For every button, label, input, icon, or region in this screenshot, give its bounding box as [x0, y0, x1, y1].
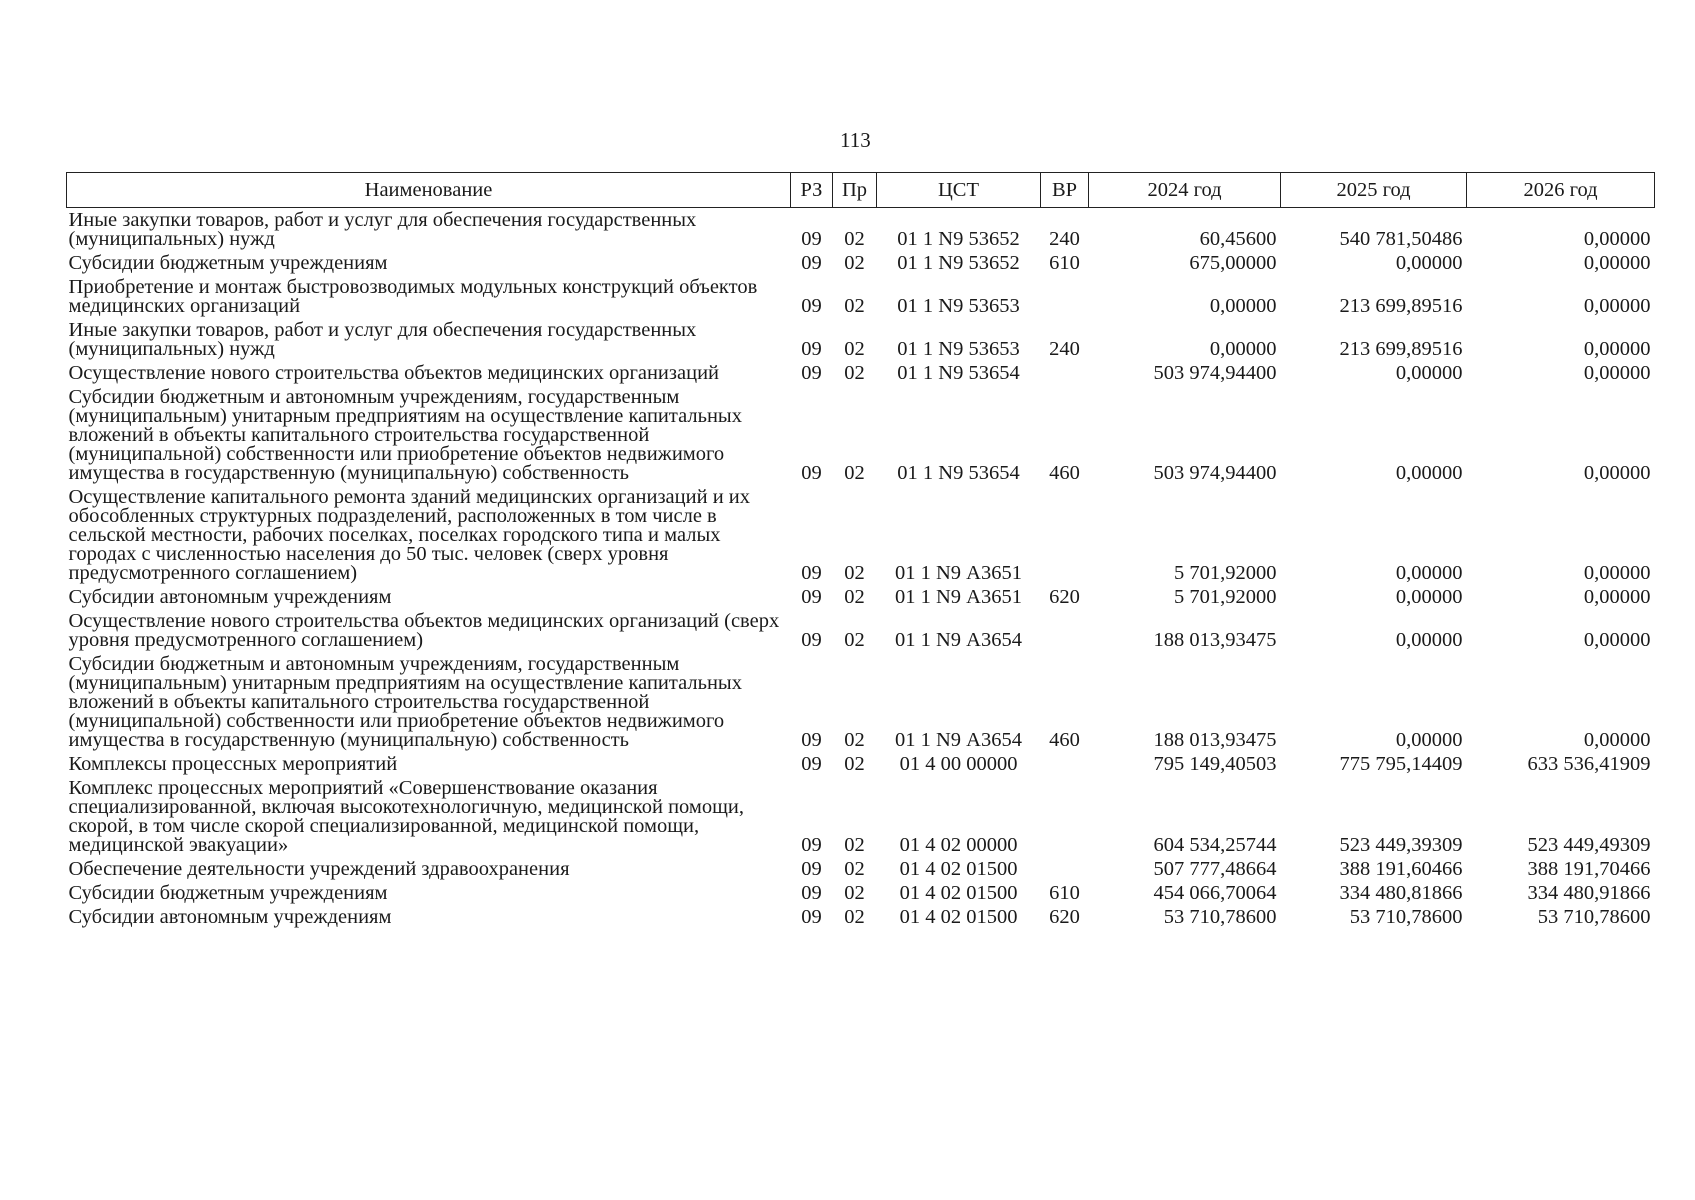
table-row	[67, 485, 1655, 585]
cell-2024: 507 777,48664	[1153, 858, 1277, 880]
cell-rz: 09	[801, 462, 822, 484]
cell-pr: 02	[844, 753, 865, 775]
cell-2025: 0,00000	[1395, 729, 1463, 751]
cell-2024: 0,00000	[1209, 295, 1277, 317]
table-row	[67, 251, 1655, 275]
cell-2025: 334 480,81866	[1339, 882, 1463, 904]
cell-vr	[1041, 857, 1089, 881]
cell-pr: 02	[844, 295, 865, 317]
cell-cst: 01 1 N9 А3651	[895, 586, 1022, 608]
cell-2026: 388 191,70466	[1527, 858, 1651, 880]
cell-pr: 02	[844, 629, 865, 651]
cell-vr	[1041, 752, 1089, 776]
cell-2024: 795 149,40503	[1153, 753, 1277, 775]
cell-vr: 620	[1049, 586, 1080, 608]
cell-2024: 5 701,92000	[1174, 586, 1277, 608]
cell-name: Иные закупки товаров, работ и услуг для обеспечения государственных (муниципальных) нужд	[68, 319, 697, 360]
cell-2024: 53 710,78600	[1163, 906, 1277, 928]
cell-name: Осуществление капитального ремонта зданий медицинских организаций и их обособленных структурных подразделений, расположенных в том числе в сельской местности, рабочих поселках, поселках городского типа и малых городах с численностью населения до 50 тыс. человек (сверх уровня предусмотренного соглашением)	[68, 486, 751, 584]
cell-2024: 188 013,93475	[1153, 729, 1277, 751]
cell-2025: 213 699,89516	[1339, 295, 1463, 317]
cell-name: Приобретение и монтаж быстровозводимых модульных конструкций объектов медицинских организаций	[68, 276, 758, 317]
cell-vr: 460	[1049, 729, 1080, 751]
cell-pr: 02	[844, 562, 865, 584]
cell-2025: 775 795,14409	[1339, 753, 1463, 775]
cell-2025: 0,00000	[1395, 562, 1463, 584]
cell-cst: 01 1 N9 53654	[897, 462, 1020, 484]
cell-vr	[1041, 361, 1089, 385]
cell-rz: 09	[801, 834, 822, 856]
cell-vr	[1041, 275, 1089, 318]
table-row	[67, 318, 1655, 361]
cell-2024: 60,45600	[1199, 228, 1277, 250]
cell-2024: 0,00000	[1209, 338, 1277, 360]
table-row	[67, 857, 1655, 881]
cell-name: Осуществление нового строительства объектов медицинских организаций (сверх уровня предусмотренного соглашением)	[68, 610, 780, 651]
cell-name: Комплексы процессных мероприятий	[68, 753, 398, 775]
cell-name: Субсидии бюджетным учреждениям	[68, 252, 388, 274]
cell-name: Осуществление нового строительства объектов медицинских организаций	[68, 362, 720, 384]
cell-pr: 02	[844, 586, 865, 608]
cell-2026: 0,00000	[1583, 462, 1651, 484]
cell-pr: 02	[844, 882, 865, 904]
cell-cst: 01 1 N9 А3654	[895, 729, 1022, 751]
table-row	[67, 361, 1655, 385]
cell-pr: 02	[844, 834, 865, 856]
cell-pr: 02	[844, 362, 865, 384]
cell-2024: 604 534,25744	[1153, 834, 1277, 856]
cell-rz: 09	[801, 228, 822, 250]
cell-2024: 675,00000	[1189, 252, 1277, 274]
table-row	[67, 275, 1655, 318]
table-row	[67, 881, 1655, 905]
cell-rz: 09	[801, 753, 822, 775]
cell-vr: 610	[1049, 252, 1080, 274]
cell-cst: 01 1 N9 53654	[897, 362, 1020, 384]
header-2026: 2026 год	[1467, 173, 1655, 208]
cell-cst: 01 1 N9 А3651	[895, 562, 1022, 584]
header-rz: РЗ	[791, 173, 833, 208]
cell-vr	[1041, 776, 1089, 857]
budget-table	[66, 172, 1655, 929]
table-row	[67, 905, 1655, 929]
cell-2026: 0,00000	[1583, 252, 1651, 274]
cell-name: Иные закупки товаров, работ и услуг для обеспечения государственных (муниципальных) нужд	[68, 209, 697, 250]
header-vr: ВР	[1041, 173, 1089, 208]
cell-pr: 02	[844, 338, 865, 360]
cell-cst: 01 4 02 00000	[899, 834, 1018, 856]
cell-2026: 523 449,49309	[1527, 834, 1651, 856]
cell-rz: 09	[801, 295, 822, 317]
cell-pr: 02	[844, 906, 865, 928]
cell-2026: 0,00000	[1583, 629, 1651, 651]
cell-name: Обеспечение деятельности учреждений здравоохранения	[68, 858, 570, 880]
cell-2024: 188 013,93475	[1153, 629, 1277, 651]
cell-name: Субсидии автономным учреждениям	[68, 586, 392, 608]
cell-vr: 610	[1049, 882, 1080, 904]
cell-vr: 240	[1049, 338, 1080, 360]
header-name: Наименование	[67, 173, 791, 208]
cell-pr: 02	[844, 858, 865, 880]
cell-rz: 09	[801, 882, 822, 904]
cell-2026: 0,00000	[1583, 228, 1651, 250]
table-row	[67, 585, 1655, 609]
cell-2026: 0,00000	[1583, 562, 1651, 584]
cell-name: Субсидии бюджетным учреждениям	[68, 882, 388, 904]
table-row	[67, 385, 1655, 485]
table-row	[67, 208, 1655, 252]
header-2025: 2025 год	[1281, 173, 1467, 208]
cell-cst: 01 1 N9 А3654	[895, 629, 1022, 651]
cell-vr	[1041, 485, 1089, 585]
table-header-row	[67, 173, 1655, 208]
cell-2025: 0,00000	[1395, 252, 1463, 274]
cell-cst: 01 1 N9 53652	[897, 252, 1020, 274]
cell-2025: 540 781,50486	[1339, 228, 1463, 250]
cell-2025: 523 449,39309	[1339, 834, 1463, 856]
cell-rz: 09	[801, 629, 822, 651]
cell-rz: 09	[801, 562, 822, 584]
table-row	[67, 609, 1655, 652]
cell-cst: 01 1 N9 53652	[897, 228, 1020, 250]
cell-2026: 0,00000	[1583, 729, 1651, 751]
cell-2026: 334 480,91866	[1527, 882, 1651, 904]
cell-cst: 01 4 00 00000	[899, 753, 1018, 775]
cell-2024: 503 974,94400	[1153, 362, 1277, 384]
cell-pr: 02	[844, 729, 865, 751]
cell-cst: 01 4 02 01500	[899, 906, 1018, 928]
cell-2024: 454 066,70064	[1153, 882, 1277, 904]
cell-2026: 0,00000	[1583, 338, 1651, 360]
cell-cst: 01 4 02 01500	[899, 882, 1018, 904]
cell-2024: 503 974,94400	[1153, 462, 1277, 484]
cell-pr: 02	[844, 462, 865, 484]
cell-name: Субсидии автономным учреждениям	[68, 906, 392, 928]
page-number: 113	[840, 128, 871, 152]
cell-rz: 09	[801, 338, 822, 360]
cell-2026: 0,00000	[1583, 586, 1651, 608]
cell-rz: 09	[801, 252, 822, 274]
cell-rz: 09	[801, 362, 822, 384]
table-row	[67, 776, 1655, 857]
cell-vr	[1041, 609, 1089, 652]
cell-name: Субсидии бюджетным и автономным учреждениям, государственным (муниципальным) унитарным предприятиям на осуществление капитальных вложений в объекты капитального строительства государственной (муниципальной) собственности или приобретение объектов недвижимого имущества в государственную (муниципальную) собственность	[68, 653, 742, 751]
cell-pr: 02	[844, 252, 865, 274]
cell-2026: 53 710,78600	[1537, 906, 1651, 928]
cell-2025: 53 710,78600	[1349, 906, 1463, 928]
cell-2025: 213 699,89516	[1339, 338, 1463, 360]
cell-rz: 09	[801, 906, 822, 928]
cell-2026: 0,00000	[1583, 295, 1651, 317]
cell-rz: 09	[801, 729, 822, 751]
cell-cst: 01 4 02 01500	[899, 858, 1018, 880]
cell-2025: 0,00000	[1395, 462, 1463, 484]
cell-pr: 02	[844, 228, 865, 250]
cell-name: Субсидии бюджетным и автономным учреждениям, государственным (муниципальным) унитарным предприятиям на осуществление капитальных вложений в объекты капитального строительства государственной (муниципальной) собственности или приобретение объектов недвижимого имущества в государственную (муниципальную) собственность	[68, 386, 742, 484]
cell-2024: 5 701,92000	[1174, 562, 1277, 584]
cell-rz: 09	[801, 858, 822, 880]
header-pr: Пр	[833, 173, 877, 208]
cell-2025: 0,00000	[1395, 586, 1463, 608]
table-row	[67, 752, 1655, 776]
cell-cst: 01 1 N9 53653	[897, 295, 1020, 317]
table-body	[67, 208, 1655, 930]
cell-2026: 0,00000	[1583, 362, 1651, 384]
cell-vr: 240	[1049, 228, 1080, 250]
header-2024: 2024 год	[1089, 173, 1281, 208]
cell-2025: 0,00000	[1395, 362, 1463, 384]
cell-2025: 0,00000	[1395, 629, 1463, 651]
table-row	[67, 652, 1655, 752]
cell-rz: 09	[801, 586, 822, 608]
cell-vr: 620	[1049, 906, 1080, 928]
cell-name: Комплекс процессных мероприятий «Совершенствование оказания специализированной, включая высокотехнологичную, медицинской помощи, скорой, в том числе скорой специализированной, медицинской помощи, медицинской эвакуации»	[68, 777, 744, 856]
cell-cst: 01 1 N9 53653	[897, 338, 1020, 360]
header-cst: ЦСТ	[877, 173, 1041, 208]
cell-2026: 633 536,41909	[1527, 753, 1651, 775]
cell-2025: 388 191,60466	[1339, 858, 1463, 880]
cell-vr: 460	[1049, 462, 1080, 484]
